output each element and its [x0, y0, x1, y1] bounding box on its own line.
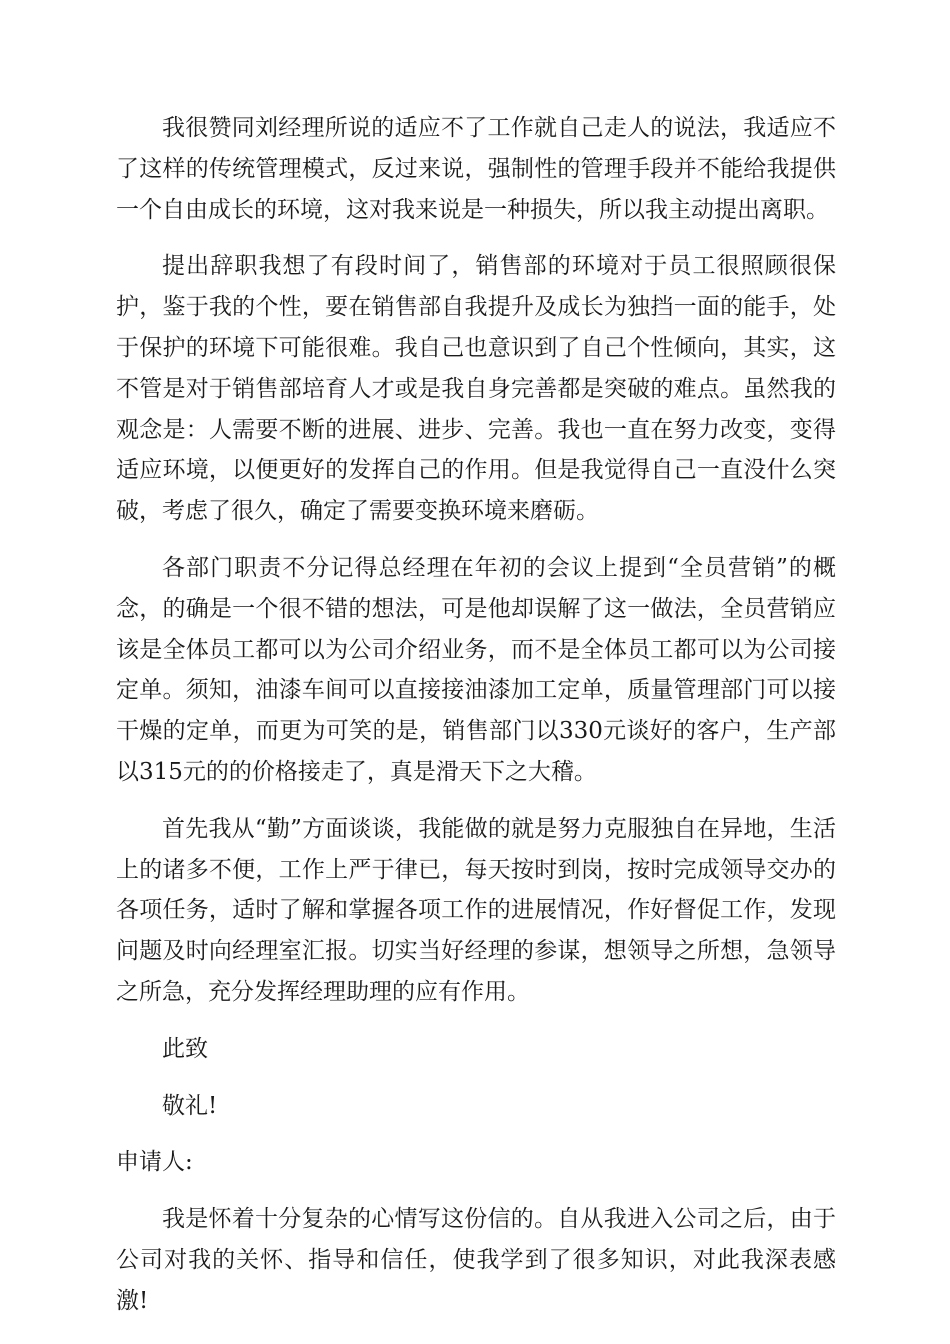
- closing-regards: 敬礼!: [162, 1092, 218, 1119]
- closing-salutation: 此致: [162, 1035, 208, 1062]
- paragraph-department-duties: 各部门职责不分记得总经理在年初的会议上提到“全员营销”的概念，的确是一个很不错的想法，可是他却误解了这一做法，全员营销应该是全体员工都可以为公司介绍业务，而不是全体员工都可以为公司接定单。须知，油漆车间可以直接接油漆加工定单，质量管理部门可以接干燥的定单，而更为可笑的是，销售部门以330元谈好的客户，生产部以315元的的价格接走了，真是滑天下之大稽。: [116, 554, 836, 785]
- paragraph-agreement: 我很赞同刘经理所说的适应不了工作就自己走人的说法，我适应不了这样的传统管理模式，反过来说，强制性的管理手段并不能给我提供一个自由成长的环境，这对我来说是一种损失，所以我主动提出离职。: [116, 115, 836, 223]
- letter-body: [116, 108, 836, 1338]
- paragraph-final: 我是怀着十分复杂的心情写这份信的。自从我进入公司之后，由于公司对我的关怀、指导和信任，使我学到了很多知识，对此我深表感激!: [116, 1206, 836, 1314]
- applicant-label: 申请人:: [116, 1149, 193, 1176]
- paragraph-diligence: 首先我从“勤”方面谈谈，我能做的就是努力克服独自在异地，生活上的诸多不便，工作上严于律已，每天按时到岗，按时完成领导交办的各项任务，适时了解和掌握各项工作的进展情况，作好督促工作，发现问题及时向经理室汇报。切实当好经理的参谋，想领导之所想，急领导之所急，充分发挥经理助理的应有作用。: [116, 815, 836, 1005]
- paragraph-resignation-reason: 提出辞职我想了有段时间了，销售部的环境对于员工很照顾很保护，鉴于我的个性，要在销售部自我提升及成长为独挡一面的能手，处于保护的环境下可能很难。我自己也意识到了自己个性倾向，其实，这不管是对于销售部培育人才或是我自身完善都是突破的难点。虽然我的观念是：人需要不断的进展、进步、完善。我也一直在努力改变，变得适应环境，以便更好的发挥自己的作用。但是我觉得自己一直没什么突破，考虑了很久，确定了需要变换环境来磨砺。: [116, 253, 836, 525]
